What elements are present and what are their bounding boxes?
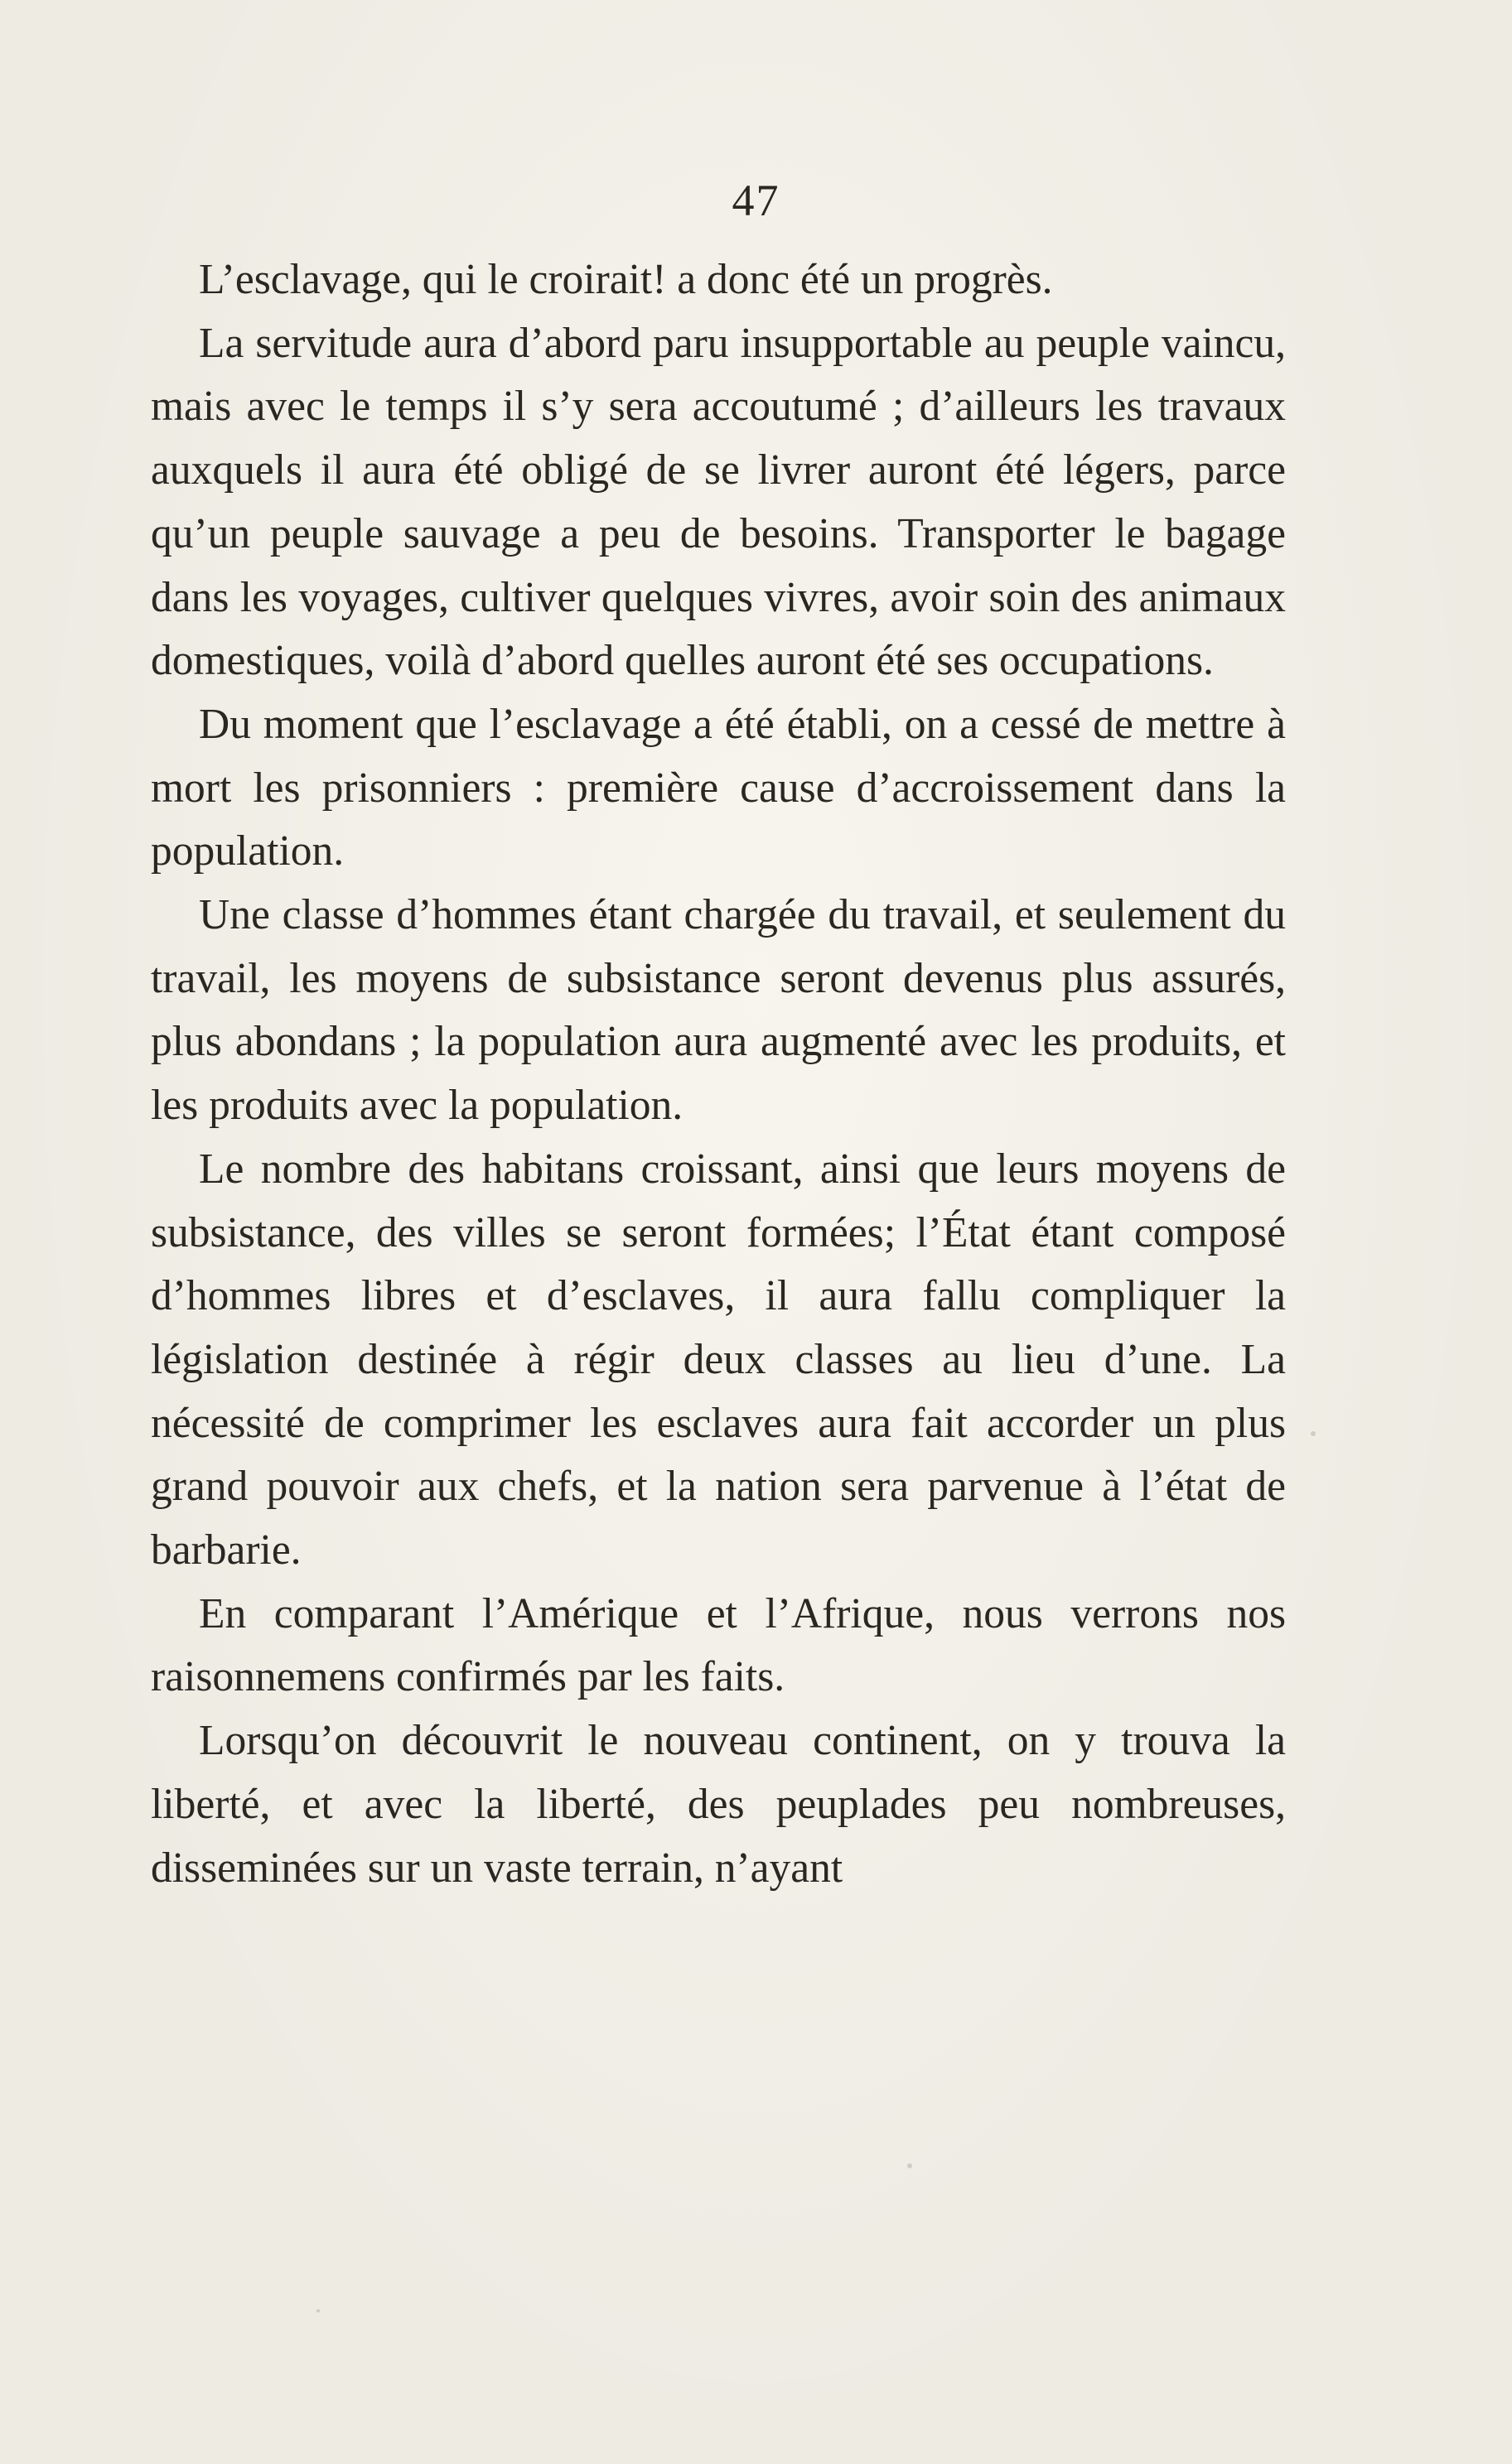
page-number: 47 <box>732 176 780 225</box>
paper-speck <box>907 2163 912 2168</box>
paragraph: Lorsqu’on découvrit le nouveau continent, on y trouva la liberté, et avec la liberté, des peuplades peu nombreuses, disseminées sur un vaste terrain, n’ayant <box>151 1717 1286 1892</box>
paragraph: En comparant l’Amérique et l’Afrique, nous verrons nos raisonnemens confirmés par les faits. <box>151 1589 1286 1701</box>
paragraph: L’esclavage, qui le croirait! a donc été un progrès. <box>199 256 1053 303</box>
paper-speck <box>1311 1431 1316 1436</box>
paragraph: Une classe d’hommes étant chargée du travail, et seulement du travail, les moyens de subsistance seront devenus plus assurés, plus abondans ; la population aura augmenté avec les produits, et les produits avec la population. <box>151 891 1286 1130</box>
paragraph: Du moment que l’esclavage a été établi, on a cessé de mettre à mort les prisonniers : première cause d’accroissement dans la population. <box>151 700 1286 875</box>
body-text <box>151 248 1286 1900</box>
paper-speck <box>316 2309 320 2312</box>
paragraph: La servitude aura d’abord paru insupportable au peuple vaincu, mais avec le temps il s’y sera accoutumé ; d’ailleurs les travaux auxquels il aura été obligé de se livrer auront été légers, parce qu’un peuple sauvage a peu de besoins. Transporter le bagage dans les voyages, cultiver quelques vivres, avoir soin des animaux domestiques, voilà d’abord quelles auront été ses occupations. <box>151 319 1286 685</box>
paragraph: Le nombre des habitans croissant, ainsi que leurs moyens de subsistance, des villes se seront formées; l’État étant composé d’hommes libres et d’esclaves, il aura fallu compliquer la législation destinée à régir deux classes au lieu d’une. La nécessité de comprimer les esclaves aura fait accorder un plus grand pouvoir aux chefs, et la nation sera parvenue à l’état de barbarie. <box>151 1145 1286 1574</box>
